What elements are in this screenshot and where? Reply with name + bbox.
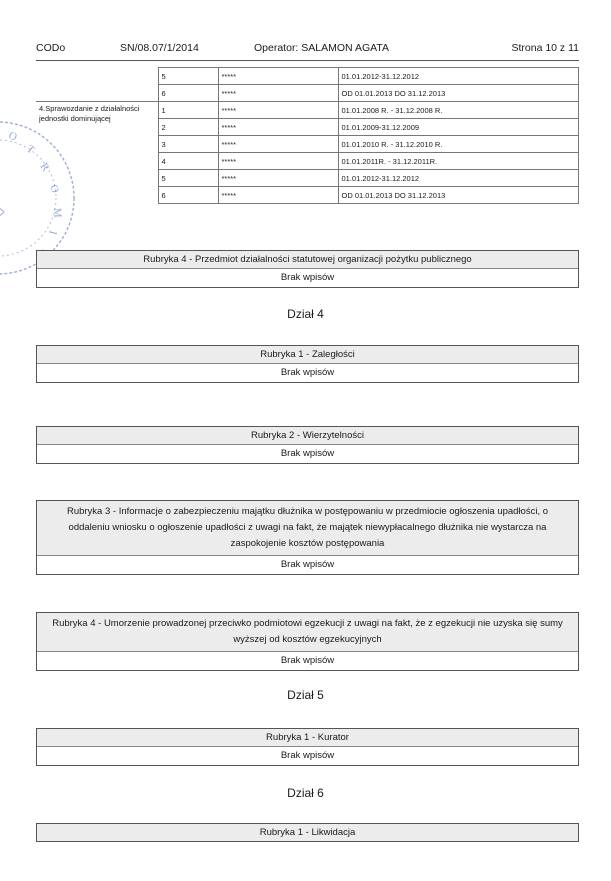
masked-value: ***** [218, 68, 338, 85]
period-cell: 01.01.2009-31.12.2009 [338, 119, 579, 136]
rubryka-title: Rubryka 4 - Umorzenie prowadzonej przeciwko podmiotowi egzekucji z uwagi na fakt, że z egzekucji nie uzyska się sumy wyższej od kosztów egzekucyjnych [37, 613, 578, 652]
period-cell: OD 01.01.2013 DO 31.12.2013 [338, 187, 579, 204]
empty-cell [36, 68, 158, 85]
svg-text:T: T [24, 142, 37, 157]
masked-value: ***** [218, 170, 338, 187]
row-number: 5 [158, 170, 218, 187]
svg-text:R: R [37, 160, 52, 174]
rubryka-entry: Brak wpisów [280, 559, 335, 570]
system-name: CODo [36, 42, 66, 54]
row-number: 6 [158, 187, 218, 204]
header-divider [36, 60, 579, 61]
period-cell: 01.01.2012-31.12.2012 [338, 68, 579, 85]
rubryka-title: Rubryka 1 - Kurator [37, 729, 578, 747]
rubryka-box-receivables [36, 426, 579, 464]
rubryka-box-liquidation [36, 823, 579, 842]
row-number: 2 [158, 119, 218, 136]
masked-value: ***** [218, 136, 338, 153]
rubryka-entry: Brak wpisów [280, 367, 335, 378]
period-cell: 01.01.2012-31.12.2012 [338, 170, 579, 187]
rubryka-entry: Brak wpisów [280, 750, 335, 761]
rubryka-title: Rubryka 1 - Zaległości [37, 346, 578, 364]
table-row [36, 102, 579, 119]
section-heading-dzial-6: Dział 6 [287, 786, 324, 800]
period-cell: OD 01.01.2013 DO 31.12.2013 [338, 85, 579, 102]
row-number: 1 [158, 102, 218, 119]
group-label: 4.Sprawozdanie z działalności jednostki dominującej [36, 102, 158, 204]
operator-name: Operator: SALAMON AGATA [254, 42, 389, 54]
row-number: 5 [158, 68, 218, 85]
row-number: 3 [158, 136, 218, 153]
empty-cell [36, 85, 158, 102]
svg-text:O: O [6, 129, 19, 144]
rubryka-title: Rubryka 4 - Przedmiot działalności statutowej organizacji pożytku publicznego [37, 251, 578, 269]
rubryka-entry: Brak wpisów [280, 448, 335, 459]
table-row [36, 85, 579, 102]
rubryka-box-enforcement-discontinued [36, 612, 579, 671]
svg-text:I: I [46, 229, 59, 236]
masked-value: ***** [218, 153, 338, 170]
rubryka-box-bankruptcy-security [36, 500, 579, 575]
rubryka-title: Rubryka 3 - Informacje o zabezpieczeniu majątku dłużnika w postępowaniu w przedmiocie ogłoszenia upadłości, o oddaleniu wniosku o ogłoszenie upadłości z uwagi na fakt, że majątek niewypłacalnego dłużnika nie wystarcza na zaspokojenie kosztów postępowania [37, 501, 578, 556]
reports-table [36, 67, 579, 204]
rubryka-title: Rubryka 1 - Likwidacja [37, 824, 578, 841]
section-heading-dzial-5: Dział 5 [287, 688, 324, 702]
masked-value: ***** [218, 102, 338, 119]
svg-text:M: M [51, 207, 64, 218]
svg-text:O: O [47, 183, 62, 195]
masked-value: ***** [218, 119, 338, 136]
document-number: SN/08.07/1/2014 [120, 42, 199, 54]
period-cell: 01.01.2010 R. - 31.12.2010 R. [338, 136, 579, 153]
masked-value: ***** [218, 85, 338, 102]
period-cell: 01.01.2011R. - 31.12.2011R. [338, 153, 579, 170]
page-header [36, 42, 579, 58]
table-row [36, 68, 579, 85]
rubryka-title: Rubryka 2 - Wierzytelności [37, 427, 578, 445]
period-cell: 01.01.2008 R. - 31.12.2008 R. [338, 102, 579, 119]
masked-value: ***** [218, 187, 338, 204]
rubryka-box-public-benefit [36, 250, 579, 288]
rubryka-box-curator [36, 728, 579, 766]
row-number: 6 [158, 85, 218, 102]
rubryka-box-arrears [36, 345, 579, 383]
page-number: Strona 10 z 11 [511, 42, 579, 54]
row-number: 4 [158, 153, 218, 170]
rubryka-entry: Brak wpisów [280, 655, 335, 666]
section-heading-dzial-4: Dział 4 [287, 307, 324, 321]
rubryka-entry: Brak wpisów [280, 272, 335, 283]
